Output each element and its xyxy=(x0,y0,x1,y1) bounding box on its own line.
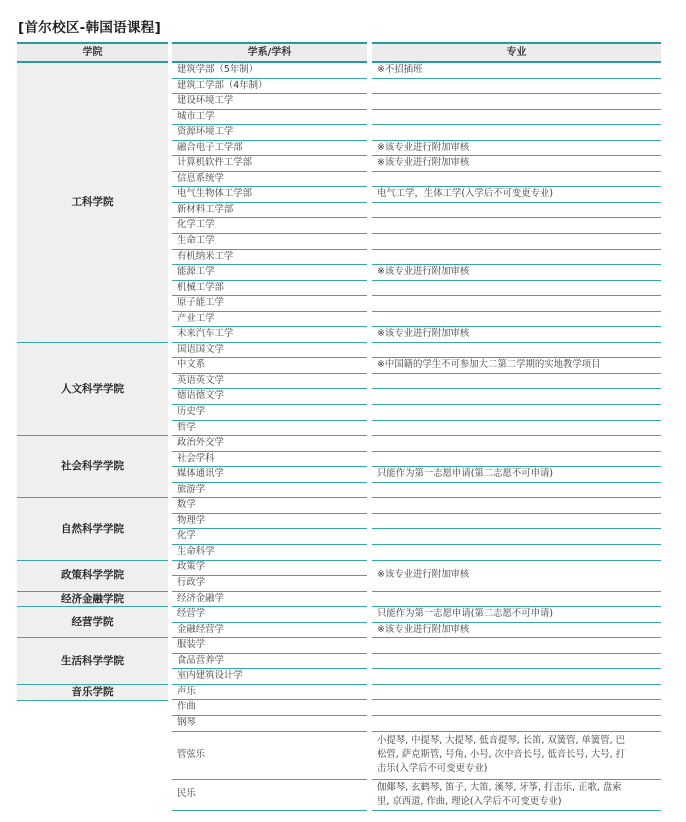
department-cell: 金融经营学 xyxy=(172,623,367,639)
major-cell: ※不招插班 xyxy=(372,63,661,79)
department-cell: 室内建筑设计学 xyxy=(172,669,367,685)
major-cell: ※该专业进行附加审核 xyxy=(372,265,661,281)
department-cell: 哲学 xyxy=(172,421,367,437)
major-cell xyxy=(372,638,661,654)
department-cell: 融合电子工学部 xyxy=(172,141,367,157)
department-cell: 管弦乐 xyxy=(172,732,367,780)
major-cell xyxy=(372,234,661,250)
major-column xyxy=(372,42,661,811)
department-cell: 数学 xyxy=(172,498,367,514)
major-cell xyxy=(372,281,661,297)
major-cell: 只能作为第一志愿申请(第二志愿不可申请) xyxy=(372,607,661,623)
college-column xyxy=(17,42,168,701)
major-line: 松管, 萨克斯管, 号角, 小号, 次中音长号, 低音长号, 大号, 打 xyxy=(377,749,625,761)
department-cell: 生命科学 xyxy=(172,545,367,561)
department-cell: 民乐 xyxy=(172,780,367,811)
department-cell: 城市工学 xyxy=(172,110,367,126)
major-line: 里, 京西道, 作曲, 理论(入学后不可变更专业) xyxy=(377,795,562,807)
page-title: [首尔校区-韩国语课程] xyxy=(18,20,162,36)
college-cell: 人文科学学院 xyxy=(17,343,168,436)
major-cell xyxy=(372,498,661,514)
department-cell: 原子能工学 xyxy=(172,296,367,312)
major-cell xyxy=(372,79,661,95)
college-cell: 政策科学学院 xyxy=(17,561,168,592)
major-cell xyxy=(372,514,661,530)
major-cell xyxy=(372,374,661,390)
major-cell xyxy=(372,436,661,452)
major-cell: ※该专业进行附加审核 xyxy=(372,156,661,172)
college-cell: 音乐学院 xyxy=(17,685,168,701)
college-cell: 工科学院 xyxy=(17,63,168,343)
department-cell: 国语国文学 xyxy=(172,343,367,359)
department-cell: 历史学 xyxy=(172,405,367,421)
major-line: 击乐(入学后不可变更专业) xyxy=(377,763,488,775)
college-cell: 经营学院 xyxy=(17,607,168,638)
department-cell: 化学 xyxy=(172,529,367,545)
department-cell: 计算机软件工学部 xyxy=(172,156,367,172)
department-cell: 行政学 xyxy=(172,576,367,592)
department-cell: 声乐 xyxy=(172,685,367,701)
department-cell: 经济金融学 xyxy=(172,592,367,608)
major-cell xyxy=(372,250,661,266)
major-cell xyxy=(372,312,661,328)
header-college: 学院 xyxy=(17,42,168,63)
department-cell: 机械工学部 xyxy=(172,281,367,297)
major-cell xyxy=(372,125,661,141)
major-cell xyxy=(372,716,661,732)
college-cell: 经济金融学院 xyxy=(17,592,168,608)
major-cell xyxy=(372,780,661,811)
major-cell xyxy=(372,592,661,608)
department-cell: 能源工学 xyxy=(172,265,367,281)
department-cell: 化学工学 xyxy=(172,218,367,234)
department-cell: 有机纳米工学 xyxy=(172,250,367,266)
department-cell: 服装学 xyxy=(172,638,367,654)
major-cell xyxy=(372,452,661,468)
major-cell: ※中国籍的学生不可参加大二第二学期的实地教学项目 xyxy=(372,358,661,374)
major-cell xyxy=(372,654,661,670)
major-cell xyxy=(372,732,661,780)
college-cell: 自然科学学院 xyxy=(17,498,168,560)
department-cell: 作曲 xyxy=(172,700,367,716)
department-cell: 建设环境工学 xyxy=(172,94,367,110)
department-cell: 经营学 xyxy=(172,607,367,623)
major-cell xyxy=(372,172,661,188)
department-cell: 产业工学 xyxy=(172,312,367,328)
major-cell xyxy=(372,110,661,126)
college-cell: 生活科学学院 xyxy=(17,638,168,685)
department-cell: 媒体通讯学 xyxy=(172,467,367,483)
major-cell xyxy=(372,405,661,421)
department-column xyxy=(172,42,367,811)
department-cell: 未来汽车工学 xyxy=(172,327,367,343)
major-cell xyxy=(372,218,661,234)
major-line: 小提琴, 中提琴, 大提琴, 低音提琴, 长笛, 双簧管, 单簧管, 巴 xyxy=(377,735,625,747)
department-cell: 生命工学 xyxy=(172,234,367,250)
college-cell: 社会科学学院 xyxy=(17,436,168,498)
major-cell xyxy=(372,483,661,499)
major-cell xyxy=(372,343,661,359)
department-cell: 电气生物体工学部 xyxy=(172,187,367,203)
major-cell xyxy=(372,389,661,405)
department-cell: 钢琴 xyxy=(172,716,367,732)
major-cell xyxy=(372,545,661,561)
department-cell: 食品营养学 xyxy=(172,654,367,670)
major-cell: 电气工学，生体工学(入学后不可变更专业) xyxy=(372,187,661,203)
major-cell xyxy=(372,700,661,716)
department-cell: 旅游学 xyxy=(172,483,367,499)
department-cell: 英语英文学 xyxy=(172,374,367,390)
department-cell: 信息系统学 xyxy=(172,172,367,188)
major-cell: 只能作为第一志愿申请(第二志愿不可申请) xyxy=(372,467,661,483)
department-cell: 建筑工学部（4年制） xyxy=(172,79,367,95)
major-cell xyxy=(372,529,661,545)
major-line: 伽倻琴, 玄鹤琴, 笛子, 大笛, 溪琴, 牙筝, 打击乐, 正歌, 盘索 xyxy=(377,781,622,793)
department-cell: 政治外交学 xyxy=(172,436,367,452)
header-department: 学系/学科 xyxy=(172,42,367,63)
department-cell: 政策学 xyxy=(172,561,367,577)
major-cell xyxy=(372,94,661,110)
major-cell: ※该专业进行附加审核 xyxy=(372,561,661,592)
header-major: 专业 xyxy=(372,42,661,63)
department-cell: 建筑学部（5年制） xyxy=(172,63,367,79)
major-cell: ※该专业进行附加审核 xyxy=(372,623,661,639)
major-cell: ※该专业进行附加审核 xyxy=(372,141,661,157)
major-cell xyxy=(372,669,661,685)
major-cell xyxy=(372,421,661,437)
department-cell: 物理学 xyxy=(172,514,367,530)
major-cell xyxy=(372,685,661,701)
department-cell: 新材料工学部 xyxy=(172,203,367,219)
department-cell: 中文系 xyxy=(172,358,367,374)
department-cell: 社会学科 xyxy=(172,452,367,468)
department-cell: 资源环境工学 xyxy=(172,125,367,141)
major-cell: ※该专业进行附加审核 xyxy=(372,327,661,343)
department-cell: 德语德文学 xyxy=(172,389,367,405)
major-cell xyxy=(372,203,661,219)
major-cell xyxy=(372,296,661,312)
